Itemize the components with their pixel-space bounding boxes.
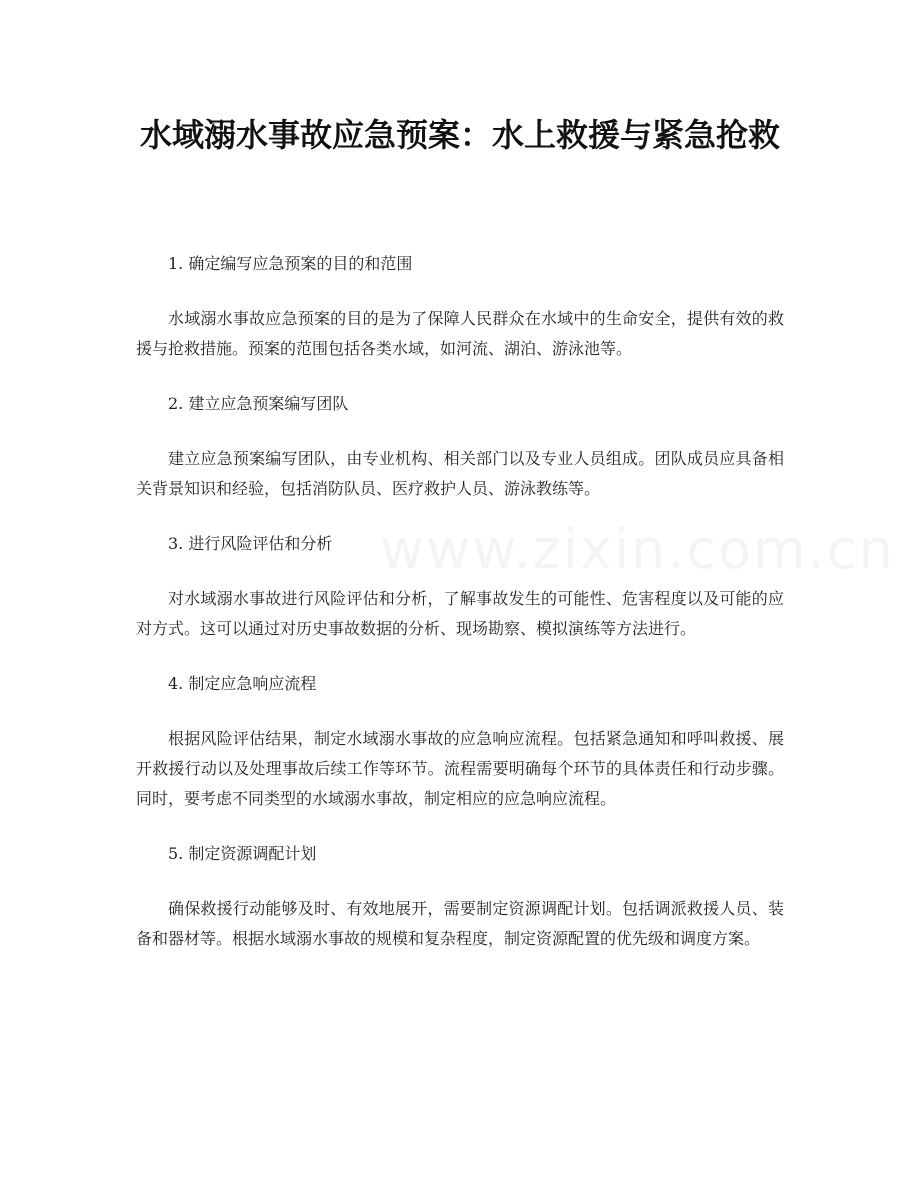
section-paragraph: 建立应急预案编写团队，由专业机构、相关部门以及专业人员组成。团队成员应具备相关背景知识和经验，包括消防队员、医疗救护人员、游泳教练等。 xyxy=(136,449,784,498)
section-heading: 1. 确定编写应急预案的目的和范围 xyxy=(168,254,413,273)
section-heading: 5. 制定资源调配计划 xyxy=(168,844,317,863)
section-paragraph: 根据风险评估结果，制定水域溺水事故的应急响应流程。包括紧急通知和呼叫救援、展开救援行动以及处理事故后续工作等环节。流程需要明确每个环节的具体责任和行动步骤。同时，要考虑不同类型的水域溺水事故，制定相应的应急响应流程。 xyxy=(136,729,784,808)
section-heading: 3. 进行风险评估和分析 xyxy=(168,534,333,553)
document-title: 水域溺水事故应急预案：水上救援与紧急抢救 xyxy=(139,116,780,154)
document-body xyxy=(136,246,784,976)
section-heading: 4. 制定应急响应流程 xyxy=(168,674,317,693)
section-paragraph: 水域溺水事故应急预案的目的是为了保障人民群众在水域中的生命安全，提供有效的救援与抢救措施。预案的范围包括各类水域，如河流、湖泊、游泳池等。 xyxy=(136,309,784,358)
section-paragraph: 确保救援行动能够及时、有效地展开，需要制定资源调配计划。包括调派救援人员、装备和器材等。根据水域溺水事故的规模和复杂程度，制定资源配置的优先级和调度方案。 xyxy=(136,899,784,948)
section-heading: 2. 建立应急预案编写团队 xyxy=(168,394,349,413)
section-paragraph: 对水域溺水事故进行风险评估和分析，了解事故发生的可能性、危害程度以及可能的应对方式。这可以通过对历史事故数据的分析、现场勘察、模拟演练等方法进行。 xyxy=(136,589,784,638)
